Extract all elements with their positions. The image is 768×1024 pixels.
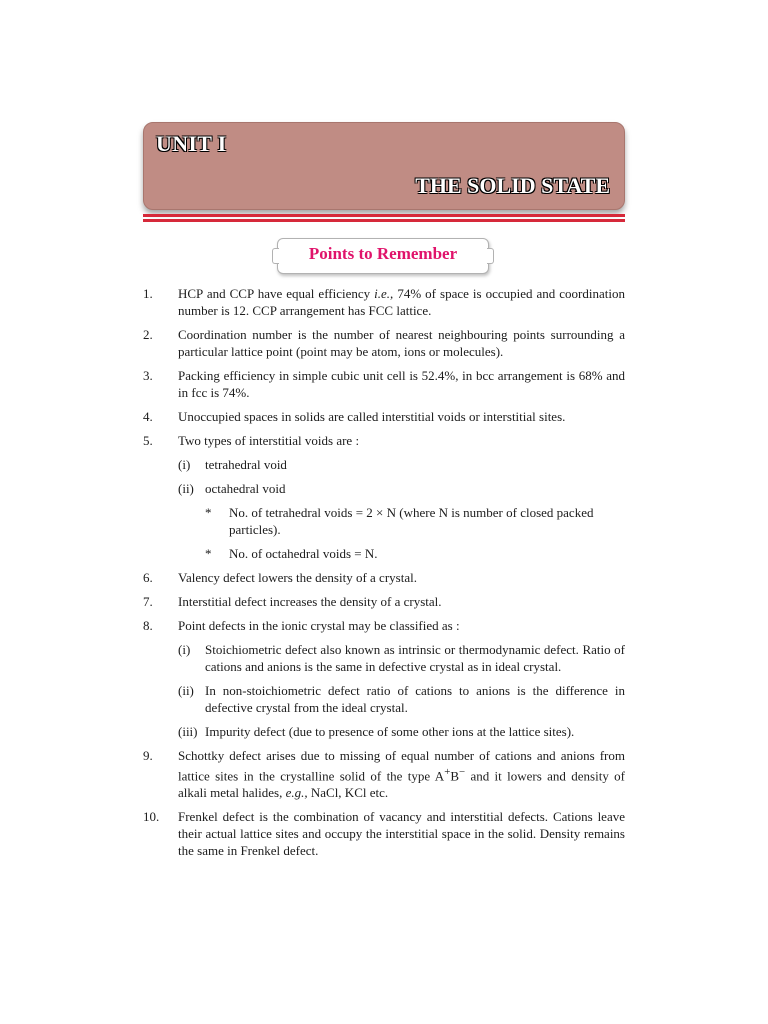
sub-item-marker: (i) bbox=[178, 642, 191, 657]
item-number: 9. bbox=[143, 748, 153, 763]
item-text: Packing efficiency in simple cubic unit cell is 52.4%, in bcc arrangement is 68% and in fcc is 74%. bbox=[178, 368, 625, 400]
bullet-item bbox=[143, 504, 625, 538]
item-text: B bbox=[450, 768, 459, 784]
list-item-2 bbox=[143, 326, 625, 360]
item-number: 5. bbox=[143, 433, 153, 448]
asterisk-bullet: * bbox=[205, 505, 212, 520]
section-title-box bbox=[277, 238, 489, 274]
sub-item bbox=[143, 723, 625, 740]
sub-item-marker: (iii) bbox=[178, 724, 198, 739]
list-item-4 bbox=[143, 408, 625, 425]
asterisk-bullet: * bbox=[205, 546, 212, 561]
bullet-item bbox=[143, 545, 625, 562]
list-item-9 bbox=[143, 747, 625, 801]
list-item-7 bbox=[143, 593, 625, 610]
sub-item-marker: (ii) bbox=[178, 683, 194, 698]
superscript-minus: − bbox=[458, 766, 466, 778]
list-item-10 bbox=[143, 808, 625, 859]
sub-item-text: In non-stoichiometric defect ratio of cations to anions is the difference in defective crystal from the ideal crystal. bbox=[205, 683, 625, 715]
sub-item bbox=[143, 480, 625, 497]
item-text: and it lowers and density of alkali metal halides, bbox=[178, 768, 625, 801]
chapter-title: THE SOLID STATE bbox=[415, 173, 610, 198]
item-text: Coordination number is the number of nearest neighbouring points surrounding a particular lattice point (point may be atom, ions or molecules). bbox=[178, 327, 625, 359]
item-number: 6. bbox=[143, 570, 153, 585]
sub-item bbox=[143, 456, 625, 473]
item-text: HCP and CCP have equal efficiency bbox=[178, 286, 375, 301]
header-rule-bottom bbox=[143, 219, 625, 222]
sub-item-text: Stoichiometric defect also known as intrinsic or thermodynamic defect. Ratio of cations and anions is the same in defective crystal as in ideal crystal. bbox=[205, 642, 625, 674]
item-text: Point defects in the ionic crystal may be classified as : bbox=[178, 618, 460, 633]
sub-item-text: tetrahedral void bbox=[205, 457, 287, 472]
item-text: Interstitial defect increases the density of a crystal. bbox=[178, 594, 442, 609]
item-number: 3. bbox=[143, 368, 153, 383]
item-number: 1. bbox=[143, 286, 153, 301]
item-number: 8. bbox=[143, 618, 153, 633]
list-item-8 bbox=[143, 617, 625, 634]
item-number: 2. bbox=[143, 327, 153, 342]
item-text: 74% of space is occupied and coordination number is 12. CCP arrangement has FCC lattice. bbox=[178, 286, 625, 318]
item-number: 7. bbox=[143, 594, 153, 609]
list-item-5 bbox=[143, 432, 625, 449]
sub-item-text: Impurity defect (due to presence of some other ions at the lattice sites). bbox=[205, 724, 575, 739]
list-item-1 bbox=[143, 285, 625, 319]
bullet-text: No. of tetrahedral voids = 2 × N (where N is number of closed packed particles). bbox=[229, 505, 594, 537]
unit-banner bbox=[143, 122, 625, 210]
item-text: NaCl, KCl etc. bbox=[307, 785, 389, 801]
item-number: 10. bbox=[143, 809, 160, 825]
item-text: Two types of interstitial voids are : bbox=[178, 433, 360, 448]
item-text: Unoccupied spaces in solids are called interstitial voids or interstitial sites. bbox=[178, 409, 566, 424]
points-list bbox=[143, 285, 625, 866]
item-text-italic: e.g., bbox=[285, 785, 308, 801]
item-text: Frenkel defect is the combination of vacancy and interstitial defects. Cations leave their actual lattice sites and occupy the interstitial space in the solid. Density remains the same in Frenkel defect. bbox=[178, 809, 625, 859]
item-text: Schottky defect arises due to missing of equal number of cations and anions from lattice sites in the crystalline solid of the type A bbox=[178, 748, 625, 784]
section-title: Points to Remember bbox=[308, 244, 458, 263]
sub-item bbox=[143, 682, 625, 716]
sub-item-marker: (i) bbox=[178, 457, 191, 472]
sub-item-text: octahedral void bbox=[205, 481, 286, 496]
header-rule-top bbox=[143, 214, 625, 217]
item-text: Valency defect lowers the density of a crystal. bbox=[178, 570, 417, 585]
sub-item-marker: (ii) bbox=[178, 481, 194, 496]
superscript-plus: + bbox=[444, 766, 451, 778]
item-number: 4. bbox=[143, 409, 153, 424]
unit-label: UNIT I bbox=[156, 131, 227, 156]
bullet-text: No. of octahedral voids = N. bbox=[229, 546, 378, 561]
list-item-6 bbox=[143, 569, 625, 586]
item-text-italic: i.e., bbox=[374, 286, 394, 301]
list-item-3 bbox=[143, 367, 625, 401]
sub-item bbox=[143, 641, 625, 675]
